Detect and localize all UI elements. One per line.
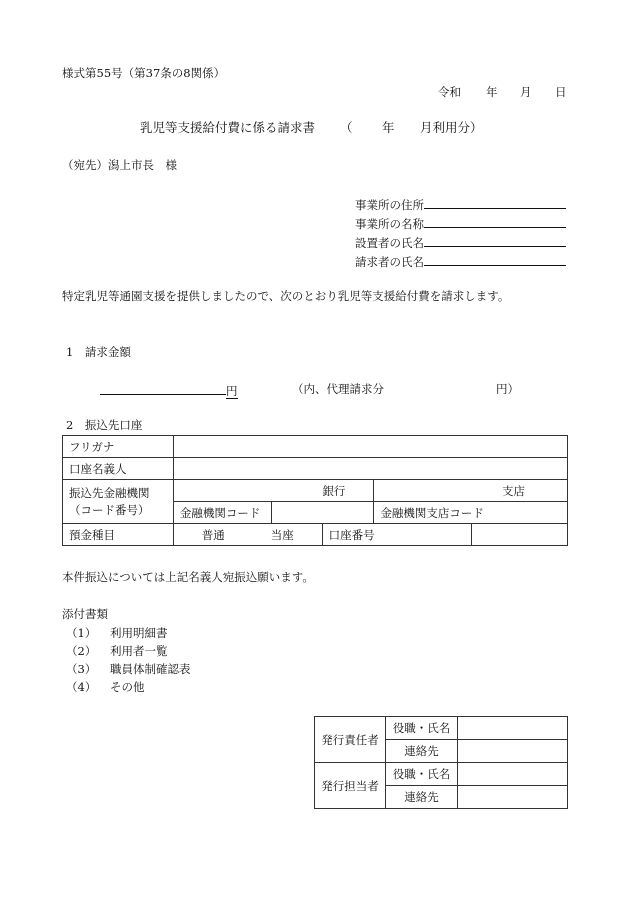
bank-code-label: 金融機関コード (173, 502, 271, 524)
contact-label: 連絡先 (385, 786, 457, 809)
table-row (63, 436, 568, 458)
branch-name-field[interactable] (374, 480, 568, 502)
responsible-position-field[interactable] (457, 717, 567, 740)
facility-name-field[interactable] (424, 217, 566, 228)
account-number-field[interactable] (472, 524, 568, 546)
contact-label: 連絡先 (385, 740, 457, 763)
intro-text: 特定乳児等通園支援を提供しましたので、次のとおり乳児等支援給付費を請求します。 (62, 289, 510, 303)
attachment-label: 利用者一覧 (110, 644, 168, 658)
in-charge-position-field[interactable] (457, 763, 567, 786)
list-item (66, 646, 168, 658)
attachment-num: （2） (66, 644, 97, 658)
account-holder-label: 口座名義人 (63, 458, 174, 480)
list-item (66, 682, 145, 694)
responsible-label: 発行責任者 (315, 717, 386, 763)
founder-field[interactable] (424, 236, 566, 247)
furigana-field[interactable] (173, 436, 567, 458)
deposit-type-options[interactable]: 普通 当座 (173, 524, 322, 546)
title-month-use: 月利用分） (420, 120, 483, 135)
section1-heading: 1 請求金額 (66, 345, 131, 359)
list-item (66, 664, 191, 676)
form-number: 様式第55号（第37条の8関係） (62, 66, 226, 80)
title-year: 年 (382, 120, 395, 135)
applicant-name-row (355, 217, 566, 231)
attachments-heading: 添付書類 (62, 607, 108, 621)
position-name-label: 役職・氏名 (385, 763, 457, 786)
bank-label: 振込先金融機関 (69, 486, 150, 501)
bank-suffix: 銀行 (322, 483, 346, 498)
applicant-claimant-row (355, 255, 566, 269)
claim-amount-field[interactable] (100, 384, 226, 395)
branch-code-label: 金融機関支店コード (374, 502, 568, 524)
date-month: 月 (520, 85, 532, 99)
proxy-amount-close: 円） (496, 382, 519, 396)
bank-label-cell (63, 480, 174, 524)
deposit-type-label: 預金種目 (63, 524, 174, 546)
attachment-num: （3） (66, 662, 97, 676)
attachment-label: その他 (110, 680, 145, 694)
date-day: 日 (555, 85, 567, 99)
list-item (66, 628, 168, 640)
bank-label-code: （コード番号） (69, 502, 150, 517)
table-row (63, 458, 568, 480)
attachment-num: （1） (66, 626, 97, 640)
claim-amount-row (100, 384, 238, 398)
bank-code-field[interactable] (271, 502, 374, 524)
founder-label: 設置者の氏名 (355, 236, 424, 250)
transfer-note: 本件振込については上記名義人宛振込願います。 (62, 570, 314, 584)
proxy-amount-open: （内、代理請求分 (292, 382, 384, 396)
facility-name-label: 事業所の名称 (355, 217, 424, 231)
issuer-table (314, 716, 568, 809)
section2-heading: 2 振込先口座 (66, 418, 143, 432)
attachment-label: 職員体制確認表 (110, 662, 191, 676)
table-row (63, 480, 568, 502)
address-field[interactable] (424, 198, 566, 209)
table-row (315, 763, 568, 786)
branch-suffix: 支店 (502, 483, 525, 498)
furigana-label: フリガナ (63, 436, 174, 458)
in-charge-contact-field[interactable] (457, 786, 567, 809)
claimant-label: 請求者の氏名 (355, 255, 424, 269)
yen-label: 円 (226, 384, 238, 398)
bank-name-field[interactable] (173, 480, 374, 502)
attachment-label: 利用明細書 (110, 626, 168, 640)
position-name-label: 役職・氏名 (385, 717, 457, 740)
applicant-address-row (355, 198, 566, 212)
applicant-founder-row (355, 236, 566, 250)
date-year: 年 (486, 85, 498, 99)
account-holder-field[interactable] (173, 458, 567, 480)
responsible-contact-field[interactable] (457, 740, 567, 763)
account-number-label: 口座番号 (322, 524, 472, 546)
table-row (63, 524, 568, 546)
attachment-num: （4） (66, 680, 97, 694)
addressee: （宛先）潟上市長 様 (62, 158, 177, 172)
title-paren: （ (340, 120, 353, 135)
claimant-field[interactable] (424, 255, 566, 266)
bank-account-table (62, 435, 568, 546)
table-row (315, 717, 568, 740)
title-main: 乳児等支援給付費に係る請求書 (140, 120, 316, 135)
address-label: 事業所の住所 (355, 198, 424, 212)
in-charge-label: 発行担当者 (315, 763, 386, 809)
date-era: 令和 (438, 85, 461, 99)
